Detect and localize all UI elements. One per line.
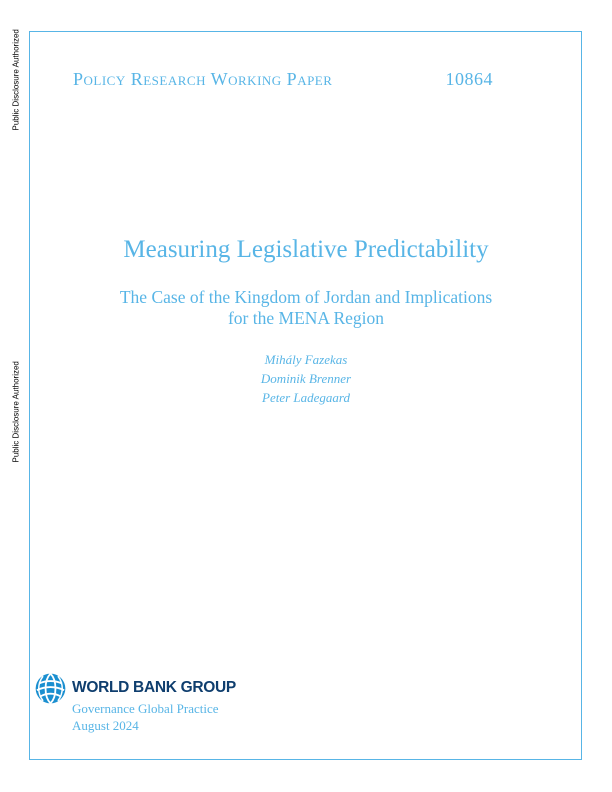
cover-footer: [34, 671, 294, 741]
practice-name: Governance Global Practice: [72, 701, 219, 716]
world-bank-logo: [34, 671, 294, 705]
subtitle-line: for the MENA Region: [227, 308, 385, 328]
series-name: Policy Research Working Paper: [73, 69, 333, 89]
subtitle-line: The Case of the Kingdom of Jordan and Implications: [119, 287, 493, 307]
paper-title: Measuring Legislative Predictability: [123, 236, 489, 263]
series-header: [73, 69, 493, 91]
logo-wordmark: WORLD BANK GROUP: [72, 679, 236, 696]
publication-date: August 2024: [72, 718, 139, 733]
disclosure-label-top: Public Disclosure Authorized: [11, 29, 21, 131]
globe-icon: [34, 672, 67, 705]
author-name: Dominik Brenner: [260, 371, 352, 386]
disclosure-label-middle: Public Disclosure Authorized: [11, 361, 21, 463]
author-name: Peter Ladegaard: [262, 390, 350, 405]
paper-subtitle: [86, 287, 526, 329]
author-list: [206, 350, 406, 407]
author-name: Mihály Fazekas: [264, 352, 348, 367]
paper-number: 10864: [445, 69, 493, 89]
